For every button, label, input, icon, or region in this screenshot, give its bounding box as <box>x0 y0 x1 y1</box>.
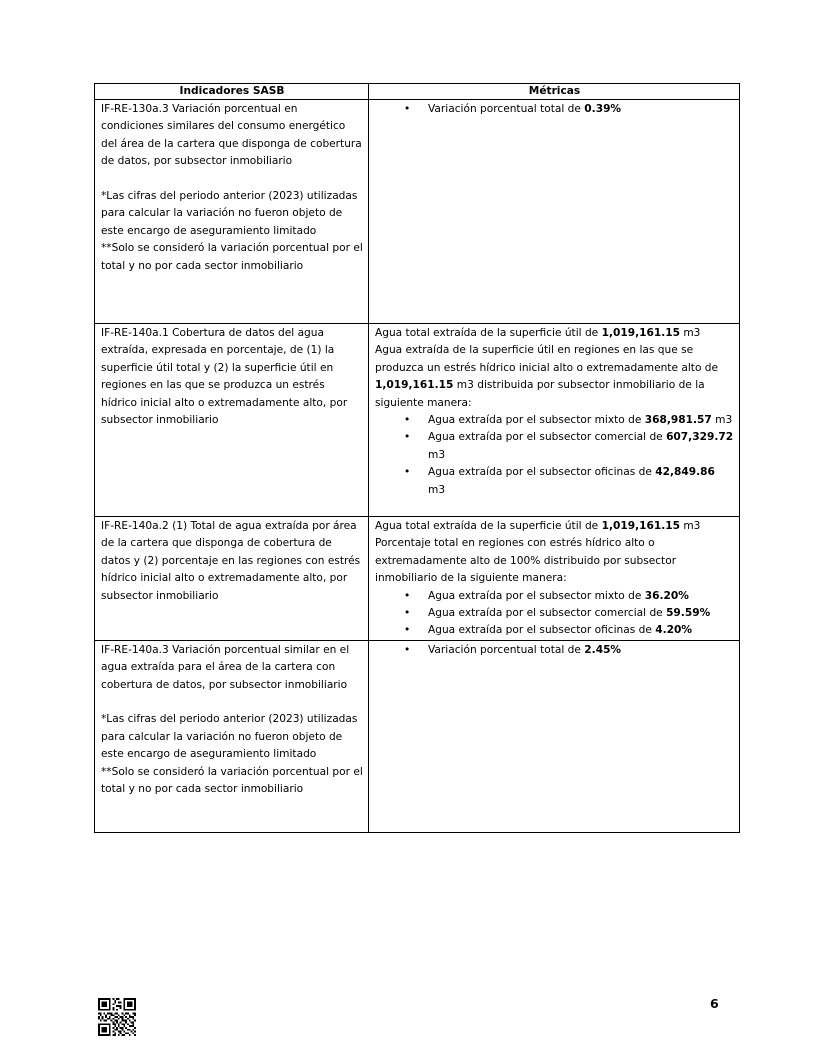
indicator-note: **Solo se consideró la variación porcentual por el total y no por cada sector inmobiliario <box>101 765 363 796</box>
indicator-cell <box>95 517 369 641</box>
list-item: • Agua extraída por el subsector comercial de 59.59% <box>428 605 734 622</box>
metric-value: 1,019,161.15 <box>601 520 680 532</box>
page-number: 6 <box>710 996 719 1011</box>
table-row <box>95 517 740 641</box>
metric-value: 36.20% <box>644 589 689 602</box>
metric-intro: Agua total extraída de la superficie útil de 1,019,161.15 m3 <box>375 520 701 532</box>
header-metricas: Métricas <box>369 84 740 100</box>
list-item: • Agua extraída por el subsector oficinas de 42,849.86 m3 <box>428 464 734 499</box>
metric-value: 368,981.57 <box>644 414 712 427</box>
metrics-cell <box>369 640 740 832</box>
table-row <box>95 324 740 517</box>
indicator-text: IF-RE-140a.3 Variación porcentual similar en el agua extraída para el área de la cartera con cobertura de datos, por subsector inmobiliario <box>101 643 350 691</box>
metric-value: 607,329.72 <box>666 431 734 444</box>
sasb-metrics-table <box>94 83 740 833</box>
metric-value: 0.39% <box>584 103 622 115</box>
list-item: • Agua extraída por el subsector oficinas de 4.20% <box>428 622 734 639</box>
list-item: • Variación porcentual total de 0.39% <box>428 101 734 118</box>
list-item: • Agua extraída por el subsector comercial de 607,329.72 m3 <box>428 429 734 464</box>
metric-value: 2.45% <box>584 643 622 656</box>
metric-value: 4.20% <box>655 624 692 637</box>
indicator-note: *Las cifras del periodo anterior (2023) utilizadas para calcular la variación no fueron objeto de este encargo de aseguramiento limitado <box>101 713 358 761</box>
indicator-cell <box>95 640 369 832</box>
metric-value: 42,849.86 <box>655 466 715 479</box>
metrics-cell <box>369 517 740 641</box>
metric-value: 59.59% <box>666 607 711 620</box>
metrics-list <box>375 101 734 118</box>
table-row <box>95 640 740 832</box>
indicator-note: *Las cifras del periodo anterior (2023) utilizadas para calcular la variación no fueron objeto de este encargo de aseguramiento limitado <box>101 190 358 237</box>
table-header-row <box>95 84 740 100</box>
list-item: • Variación porcentual total de 2.45% <box>428 642 734 659</box>
table-row <box>95 100 740 324</box>
indicator-text: IF-RE-140a.2 (1) Total de agua extraída por área de la cartera que disponga de cobertura de datos y (2) porcentaje en las regiones con estrés hídrico inicial alto o extremadamente alto, por subsector inmobiliario <box>101 520 361 602</box>
metrics-list <box>375 588 734 640</box>
indicator-cell <box>95 100 369 324</box>
list-item: • Agua extraída por el subsector mixto de 368,981.57 m3 <box>428 412 734 429</box>
indicator-note: **Solo se consideró la variación porcentual por el total y no por cada sector inmobiliario <box>101 242 363 272</box>
metric-value: 1,019,161.15 <box>601 327 680 339</box>
indicator-text: IF-RE-140a.1 Cobertura de datos del agua extraída, expresada en porcentaje, de (1) la superficie útil total y (2) la superficie útil en regiones en las que se produzca un estrés hídrico inicial alto o extremadamente alto, por subsector inmobiliario <box>101 327 348 427</box>
metrics-list <box>375 642 734 659</box>
metric-intro: Porcentaje total en regiones con estrés hídrico alto o extremadamente alto de 100% distribuido por subsector inmobiliario de la siguiente manera: <box>375 537 677 585</box>
header-indicadores: Indicadores SASB <box>95 84 369 100</box>
metrics-list <box>375 412 734 499</box>
qr-code-icon <box>98 998 136 1036</box>
indicator-text: IF-RE-130a.3 Variación porcentual en condiciones similares del consumo energético del área de la cartera que disponga de cobertura de datos, por subsector inmobiliario <box>101 103 362 168</box>
metrics-cell <box>369 100 740 324</box>
metrics-cell <box>369 324 740 517</box>
indicator-cell <box>95 324 369 517</box>
metric-value: 1,019,161.15 <box>375 379 454 392</box>
metric-intro: Agua total extraída de la superficie útil de 1,019,161.15 m3 <box>375 327 701 339</box>
metric-intro: Agua extraída de la superficie útil en regiones en las que se produzca un estrés hídrico inicial alto o extremadamente alto de 1,019,161.15 m3 distribuida por subsector inmobiliario de la siguiente manera: <box>375 344 719 409</box>
list-item: • Agua extraída por el subsector mixto de 36.20% <box>428 588 734 605</box>
